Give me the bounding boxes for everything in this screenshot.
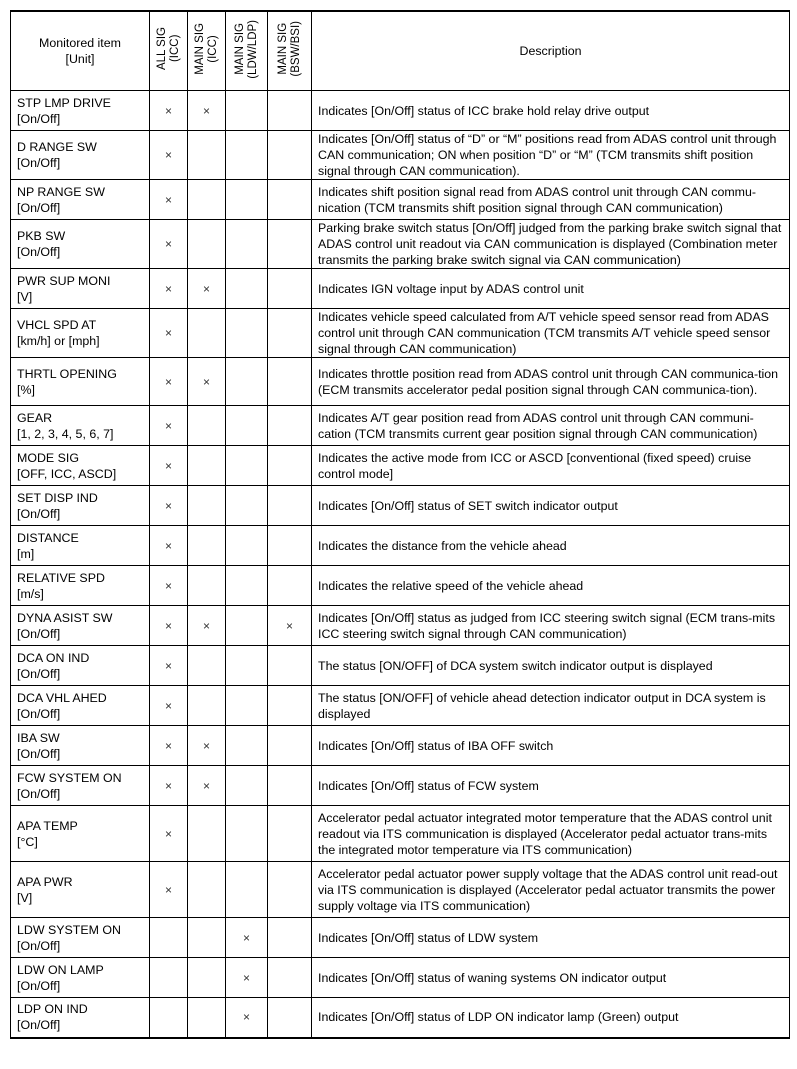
signal-mark-cell bbox=[150, 220, 188, 269]
description-cell: Indicates vehicle speed calculated from A/T vehicle speed sensor read from ADAS control unit through CAN communication (TCM transmits A/T vehicle speed sensor signal through CAN communication) bbox=[312, 309, 790, 358]
signal-mark-cell bbox=[188, 686, 226, 726]
table-row bbox=[11, 862, 790, 918]
table-row bbox=[11, 918, 790, 958]
table-row bbox=[11, 566, 790, 606]
signal-mark-cell bbox=[226, 180, 268, 220]
item-unit: [On/Off] bbox=[17, 786, 61, 801]
description-cell: Indicates the distance from the vehicle ahead bbox=[312, 526, 790, 566]
signal-mark-cell bbox=[268, 309, 312, 358]
monitored-item-cell bbox=[11, 526, 150, 566]
monitored-item-cell bbox=[11, 406, 150, 446]
cross-mark-icon: × bbox=[164, 698, 172, 713]
header-row bbox=[11, 11, 790, 91]
signal-mark-cell bbox=[226, 406, 268, 446]
signal-mark-cell bbox=[226, 446, 268, 486]
signal-mark-cell bbox=[150, 862, 188, 918]
table-row bbox=[11, 358, 790, 406]
cross-mark-icon: × bbox=[164, 738, 172, 753]
item-name: STP LMP DRIVE bbox=[17, 95, 111, 110]
signal-mark-cell bbox=[268, 686, 312, 726]
signal-mark-cell bbox=[226, 998, 268, 1038]
cross-mark-icon: × bbox=[285, 618, 293, 633]
cross-mark-icon: × bbox=[164, 148, 172, 162]
cross-mark-icon: × bbox=[164, 882, 172, 897]
description-cell: The status [ON/OFF] of DCA system switch indicator output is displayed bbox=[312, 646, 790, 686]
monitored-item-header bbox=[11, 11, 150, 91]
item-unit: [On/Off] bbox=[17, 111, 61, 126]
item-name: APA TEMP bbox=[17, 818, 78, 833]
description-cell: Indicates [On/Off] status of “D” or “M” positions read from ADAS control unit through CAN communication; ON when position “D” or “M” (TCM transmits shift position signal through CAN communication). bbox=[312, 131, 790, 180]
signal-mark-cell bbox=[188, 309, 226, 358]
item-name: DCA VHL AHED bbox=[17, 690, 107, 705]
col-main-sig-bsw-bsi: MAIN SIG (BSW/BSI) bbox=[268, 11, 312, 91]
signal-mark-cell bbox=[150, 526, 188, 566]
signal-mark-cell bbox=[268, 406, 312, 446]
table-row bbox=[11, 646, 790, 686]
monitored-item-cell bbox=[11, 566, 150, 606]
cross-mark-icon: × bbox=[164, 618, 172, 633]
item-unit: [OFF, ICC, ASCD] bbox=[17, 466, 117, 481]
signal-mark-cell bbox=[268, 220, 312, 269]
signal-mark-cell bbox=[188, 606, 226, 646]
signal-mark-cell bbox=[268, 358, 312, 406]
description-cell: Indicates the active mode from ICC or ASCD [conventional (fixed speed) cruise control mode] bbox=[312, 446, 790, 486]
table-row bbox=[11, 131, 790, 180]
item-name: IBA SW bbox=[17, 730, 60, 745]
signal-mark-cell bbox=[226, 726, 268, 766]
description-cell: The status [ON/OFF] of vehicle ahead detection indicator output in DCA system is displayed bbox=[312, 686, 790, 726]
signal-mark-cell bbox=[226, 91, 268, 131]
signal-mark-cell bbox=[188, 566, 226, 606]
signal-mark-cell bbox=[188, 406, 226, 446]
signal-mark-cell bbox=[268, 958, 312, 998]
cross-mark-icon: × bbox=[202, 618, 210, 633]
cross-mark-icon: × bbox=[242, 970, 250, 985]
signal-mark-cell bbox=[150, 358, 188, 406]
signal-mark-cell bbox=[268, 862, 312, 918]
signal-mark-cell bbox=[226, 862, 268, 918]
signal-mark-cell bbox=[268, 646, 312, 686]
cross-mark-icon: × bbox=[164, 192, 172, 207]
cross-mark-icon: × bbox=[164, 281, 172, 296]
item-unit: [On/Off] bbox=[17, 666, 61, 681]
monitored-item-header-label: Monitored item bbox=[39, 36, 121, 50]
signal-mark-cell bbox=[150, 446, 188, 486]
table-row bbox=[11, 180, 790, 220]
cross-mark-icon: × bbox=[164, 538, 172, 553]
signal-mark-cell bbox=[150, 918, 188, 958]
signal-mark-cell bbox=[226, 269, 268, 309]
signal-mark-cell bbox=[188, 358, 226, 406]
signal-mark-cell bbox=[226, 766, 268, 806]
monitored-item-cell bbox=[11, 486, 150, 526]
cross-mark-icon: × bbox=[164, 826, 172, 841]
item-name: MODE SIG bbox=[17, 450, 79, 465]
table-row bbox=[11, 686, 790, 726]
monitored-item-cell bbox=[11, 998, 150, 1038]
monitored-item-cell bbox=[11, 766, 150, 806]
monitored-item-cell bbox=[11, 918, 150, 958]
monitored-item-cell bbox=[11, 91, 150, 131]
signal-mark-cell bbox=[188, 526, 226, 566]
signal-mark-cell bbox=[150, 486, 188, 526]
table-row bbox=[11, 526, 790, 566]
item-unit: [On/Off] bbox=[17, 978, 61, 993]
monitored-item-header-unit: [Unit] bbox=[65, 52, 95, 66]
item-unit: [km/h] or [mph] bbox=[17, 334, 100, 348]
item-name: PWR SUP MONI bbox=[17, 273, 111, 288]
item-name: APA PWR bbox=[17, 874, 73, 889]
item-unit: [On/Off] bbox=[17, 626, 61, 641]
item-name: SET DISP IND bbox=[17, 490, 98, 505]
signal-mark-cell bbox=[268, 91, 312, 131]
monitored-item-cell bbox=[11, 220, 150, 269]
cross-mark-icon: × bbox=[164, 578, 172, 593]
signal-mark-cell bbox=[226, 606, 268, 646]
cross-mark-icon: × bbox=[242, 930, 250, 945]
table-row bbox=[11, 806, 790, 862]
item-unit: [V] bbox=[17, 890, 33, 905]
description-cell: Indicates [On/Off] status of LDW system bbox=[312, 918, 790, 958]
signal-mark-cell bbox=[188, 862, 226, 918]
item-unit: [On/Off] bbox=[17, 506, 61, 521]
signal-mark-cell bbox=[268, 486, 312, 526]
table-row bbox=[11, 220, 790, 269]
signal-mark-cell bbox=[268, 131, 312, 180]
item-unit: [On/Off] bbox=[17, 156, 61, 170]
signal-mark-cell bbox=[150, 309, 188, 358]
cross-mark-icon: × bbox=[164, 237, 172, 251]
table-row bbox=[11, 446, 790, 486]
description-cell: Indicates [On/Off] status of FCW system bbox=[312, 766, 790, 806]
signal-mark-cell bbox=[268, 918, 312, 958]
signal-mark-cell bbox=[268, 446, 312, 486]
signal-mark-cell bbox=[188, 269, 226, 309]
signal-mark-cell bbox=[268, 806, 312, 862]
signal-mark-cell bbox=[226, 918, 268, 958]
description-cell: Indicates [On/Off] status of ICC brake hold relay drive output bbox=[312, 91, 790, 131]
cross-mark-icon: × bbox=[242, 1010, 250, 1025]
item-name: DYNA ASIST SW bbox=[17, 610, 113, 625]
item-unit: [On/Off] bbox=[17, 938, 61, 953]
table-row bbox=[11, 726, 790, 766]
description-cell: Indicates IGN voltage input by ADAS control unit bbox=[312, 269, 790, 309]
signal-mark-cell bbox=[150, 958, 188, 998]
cross-mark-icon: × bbox=[202, 778, 210, 793]
monitored-item-cell bbox=[11, 606, 150, 646]
signal-mark-cell bbox=[150, 806, 188, 862]
item-name: RELATIVE SPD bbox=[17, 570, 105, 585]
cross-mark-icon: × bbox=[164, 458, 172, 473]
cross-mark-icon: × bbox=[202, 281, 210, 296]
cross-mark-icon: × bbox=[164, 498, 172, 513]
cross-mark-icon: × bbox=[164, 374, 172, 389]
item-unit: [m] bbox=[17, 546, 35, 561]
signal-mark-cell bbox=[150, 566, 188, 606]
signal-mark-cell bbox=[188, 726, 226, 766]
signal-mark-cell bbox=[150, 91, 188, 131]
table-row bbox=[11, 91, 790, 131]
description-cell: Indicates [On/Off] status of LDP ON indicator lamp (Green) output bbox=[312, 998, 790, 1038]
signal-mark-cell bbox=[188, 180, 226, 220]
monitored-item-cell bbox=[11, 131, 150, 180]
cross-mark-icon: × bbox=[164, 778, 172, 793]
description-cell: Parking brake switch status [On/Off] judged from the parking brake switch signal that ADAS control unit readout via CAN communication is displayed (Combination meter transmits the parking brake switch signal via CAN communication) bbox=[312, 220, 790, 269]
item-unit: [On/Off] bbox=[17, 245, 61, 259]
signal-mark-cell bbox=[268, 766, 312, 806]
signal-mark-cell bbox=[188, 91, 226, 131]
signal-mark-cell bbox=[226, 526, 268, 566]
table-row bbox=[11, 269, 790, 309]
description-cell: Accelerator pedal actuator integrated motor temperature that the ADAS control unit readout via ITS communication is displayed (Accelerator pedal actuator trans-mits the integrated motor temperature via ITS communication) bbox=[312, 806, 790, 862]
monitored-item-cell bbox=[11, 862, 150, 918]
item-name: VHCL SPD AT bbox=[17, 318, 97, 332]
signal-mark-cell bbox=[226, 486, 268, 526]
monitored-item-cell bbox=[11, 358, 150, 406]
monitored-item-cell bbox=[11, 726, 150, 766]
item-unit: [1, 2, 3, 4, 5, 6, 7] bbox=[17, 426, 114, 441]
signal-mark-cell bbox=[226, 131, 268, 180]
col-all-sig-icc: ALL SIG (ICC) bbox=[150, 11, 188, 91]
item-name: THRTL OPENING bbox=[17, 366, 117, 381]
monitored-item-cell bbox=[11, 646, 150, 686]
item-unit: [V] bbox=[17, 289, 33, 304]
monitored-item-cell bbox=[11, 180, 150, 220]
signal-mark-cell bbox=[150, 646, 188, 686]
signal-mark-cell bbox=[226, 566, 268, 606]
monitored-item-cell bbox=[11, 686, 150, 726]
table-row bbox=[11, 606, 790, 646]
item-unit: [%] bbox=[17, 382, 35, 397]
description-cell: Indicates shift position signal read from ADAS control unit through CAN commu-nication (TCM transmits shift position signal through CAN communication) bbox=[312, 180, 790, 220]
item-name: D RANGE SW bbox=[17, 140, 97, 154]
monitored-item-cell bbox=[11, 446, 150, 486]
cross-mark-icon: × bbox=[202, 374, 210, 389]
item-unit: [On/Off] bbox=[17, 1018, 61, 1033]
item-unit: [m/s] bbox=[17, 586, 44, 601]
item-unit: [°C] bbox=[17, 834, 38, 849]
item-name: LDW ON LAMP bbox=[17, 962, 104, 977]
item-name: PKB SW bbox=[17, 229, 66, 243]
signal-mark-cell bbox=[226, 958, 268, 998]
signal-mark-cell bbox=[188, 646, 226, 686]
description-cell: Indicates the relative speed of the vehicle ahead bbox=[312, 566, 790, 606]
signal-mark-cell bbox=[226, 358, 268, 406]
table-row bbox=[11, 766, 790, 806]
signal-mark-cell bbox=[226, 220, 268, 269]
description-cell: Indicates A/T gear position read from ADAS control unit through CAN communi-cation (TCM transmits current gear position signal through CAN communication) bbox=[312, 406, 790, 446]
signal-mark-cell bbox=[226, 686, 268, 726]
cross-mark-icon: × bbox=[202, 738, 210, 753]
description-cell: Indicates [On/Off] status of IBA OFF switch bbox=[312, 726, 790, 766]
item-name: GEAR bbox=[17, 410, 53, 425]
description-cell: Indicates [On/Off] status as judged from ICC steering switch signal (ECM trans-mits ICC steering switch signal through CAN communication) bbox=[312, 606, 790, 646]
description-cell: Indicates throttle position read from ADAS control unit through CAN communica-tion (ECM transmits accelerator pedal position signal through CAN communica-tion). bbox=[312, 358, 790, 406]
signal-mark-cell bbox=[188, 486, 226, 526]
monitored-item-cell bbox=[11, 958, 150, 998]
signal-mark-cell bbox=[150, 998, 188, 1038]
cross-mark-icon: × bbox=[164, 418, 172, 433]
signal-mark-cell bbox=[268, 566, 312, 606]
signal-mark-cell bbox=[226, 646, 268, 686]
cross-mark-icon: × bbox=[164, 103, 172, 118]
signal-mark-cell bbox=[226, 309, 268, 358]
signal-mark-cell bbox=[226, 806, 268, 862]
signal-mark-cell bbox=[268, 269, 312, 309]
signal-mark-cell bbox=[150, 406, 188, 446]
signal-mark-cell bbox=[150, 180, 188, 220]
description-cell: Indicates [On/Off] status of SET switch indicator output bbox=[312, 486, 790, 526]
description-cell: Indicates [On/Off] status of waning systems ON indicator output bbox=[312, 958, 790, 998]
signal-mark-cell bbox=[150, 131, 188, 180]
item-name: LDP ON IND bbox=[17, 1002, 88, 1017]
signal-mark-cell bbox=[150, 269, 188, 309]
signal-mark-cell bbox=[150, 726, 188, 766]
cross-mark-icon: × bbox=[202, 103, 210, 118]
description-cell: Accelerator pedal actuator power supply voltage that the ADAS control unit read-out via ITS communication is displayed (Accelerator pedal actuator transmits the power supply voltage via ITS communication) bbox=[312, 862, 790, 918]
table-row bbox=[11, 406, 790, 446]
cross-mark-icon: × bbox=[164, 658, 172, 673]
monitored-item-cell bbox=[11, 806, 150, 862]
signal-mark-cell bbox=[150, 606, 188, 646]
monitored-item-cell bbox=[11, 269, 150, 309]
cross-mark-icon: × bbox=[164, 326, 172, 340]
signal-mark-cell bbox=[268, 606, 312, 646]
signal-mark-cell bbox=[188, 766, 226, 806]
signal-mark-cell bbox=[150, 766, 188, 806]
signal-mark-cell bbox=[268, 180, 312, 220]
item-unit: [On/Off] bbox=[17, 706, 61, 721]
signal-mark-cell bbox=[188, 918, 226, 958]
signal-mark-cell bbox=[268, 998, 312, 1038]
signal-mark-cell bbox=[188, 131, 226, 180]
item-name: NP RANGE SW bbox=[17, 184, 105, 199]
signal-mark-cell bbox=[150, 686, 188, 726]
item-unit: [On/Off] bbox=[17, 746, 61, 761]
description-header: Description bbox=[312, 11, 790, 91]
monitor-item-table bbox=[10, 10, 790, 1039]
signal-mark-cell bbox=[188, 446, 226, 486]
signal-mark-cell bbox=[268, 526, 312, 566]
signal-mark-cell bbox=[268, 726, 312, 766]
signal-mark-cell bbox=[188, 220, 226, 269]
col-main-sig-icc: MAIN SIG (ICC) bbox=[188, 11, 226, 91]
table-row bbox=[11, 486, 790, 526]
signal-mark-cell bbox=[188, 806, 226, 862]
signal-mark-cell bbox=[188, 998, 226, 1038]
item-name: DCA ON IND bbox=[17, 650, 90, 665]
table-row bbox=[11, 309, 790, 358]
item-name: LDW SYSTEM ON bbox=[17, 922, 121, 937]
col-main-sig-ldw-ldp: MAIN SIG (LDW/LDP) bbox=[226, 11, 268, 91]
signal-mark-cell bbox=[188, 958, 226, 998]
table-row bbox=[11, 958, 790, 998]
item-name: FCW SYSTEM ON bbox=[17, 770, 122, 785]
item-name: DISTANCE bbox=[17, 530, 79, 545]
item-unit: [On/Off] bbox=[17, 200, 61, 215]
monitored-item-cell bbox=[11, 309, 150, 358]
table-row bbox=[11, 998, 790, 1038]
